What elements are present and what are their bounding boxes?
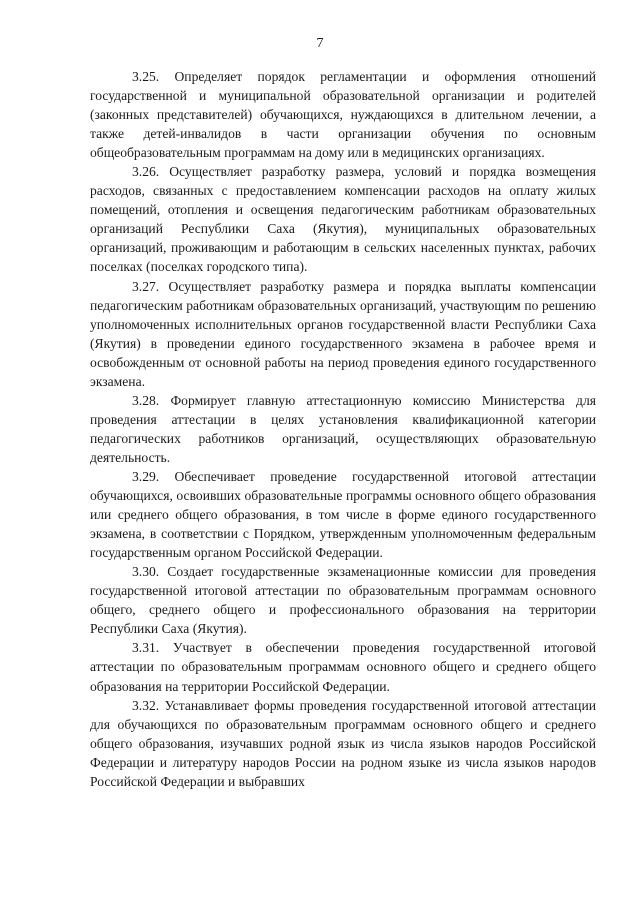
paragraph-3-32: 3.32. Устанавливает формы проведения государственной итоговой аттестации для обучающихся по образовательным программам основного общего и среднего общего образования, изучавших родной язык из числа языков народов Российской Федерации и литературу народов России на родном языке из числа языков народов Российской Федерации и выбравших: [90, 697, 596, 789]
paragraph-3-26: 3.26. Осуществляет разработку размера, условий и порядка возмещения расходов, связанных с предоставлением компенсации расходов на оплату жилых помещений, отопления и освещения педагогическим работникам образовательных организаций Республики Саха (Якутия), муниципальных образовательных организаций, проживающим и работающим в сельских населенных пунктах, рабочих поселках (поселках городского типа).: [90, 164, 596, 275]
paragraph-3-27: 3.27. Осуществляет разработку размера и порядка выплаты компенсации педагогическим работникам образовательных организаций, участвующим по решению уполномоченных исполнительных органов государственной власти Республики Саха (Якутия) в проведении единого государственного экзамена в рабочее время и освобожденным от основной работы на период проведения единого государственного экзамена.: [90, 278, 596, 389]
page-number: 7: [316, 36, 324, 51]
paragraph-3-28: 3.28. Формирует главную аттестационную комиссию Министерства для проведения аттестации в целях установления квалификационной категории педагогических работников организаций, осуществляющих образовательную деятельность.: [90, 392, 596, 465]
document-body: [90, 67, 596, 791]
paragraph-3-31: 3.31. Участвует в обеспечении проведения государственной итоговой аттестации по образовательным программам основного общего и среднего общего образования на территории Российской Федерации.: [90, 640, 596, 694]
paragraph-3-25: 3.25. Определяет порядок регламентации и оформления отношений государственной и муниципальной образовательной организации и родителей (законных представителей) обучающихся, нуждающихся в длительном лечении, а также детей-инвалидов в части организации обучения по основным общеобразовательным программам на дому или в медицинских организациях.: [90, 69, 596, 161]
paragraph-3-30: 3.30. Создает государственные экзаменационные комиссии для проведения государственной итоговой аттестации по образовательным программам основного общего, среднего общего и профессионального образования на территории Республики Саха (Якутия).: [90, 564, 596, 637]
paragraph-3-29: 3.29. Обеспечивает проведение государственной итоговой аттестации обучающихся, освоивших образовательные программы основного общего образования или среднего общего образования, в том числе в форме единого государственного экзамена, в соответствии с Порядком, утвержденным уполномоченным федеральным государственным органом Российской Федерации.: [90, 468, 596, 561]
